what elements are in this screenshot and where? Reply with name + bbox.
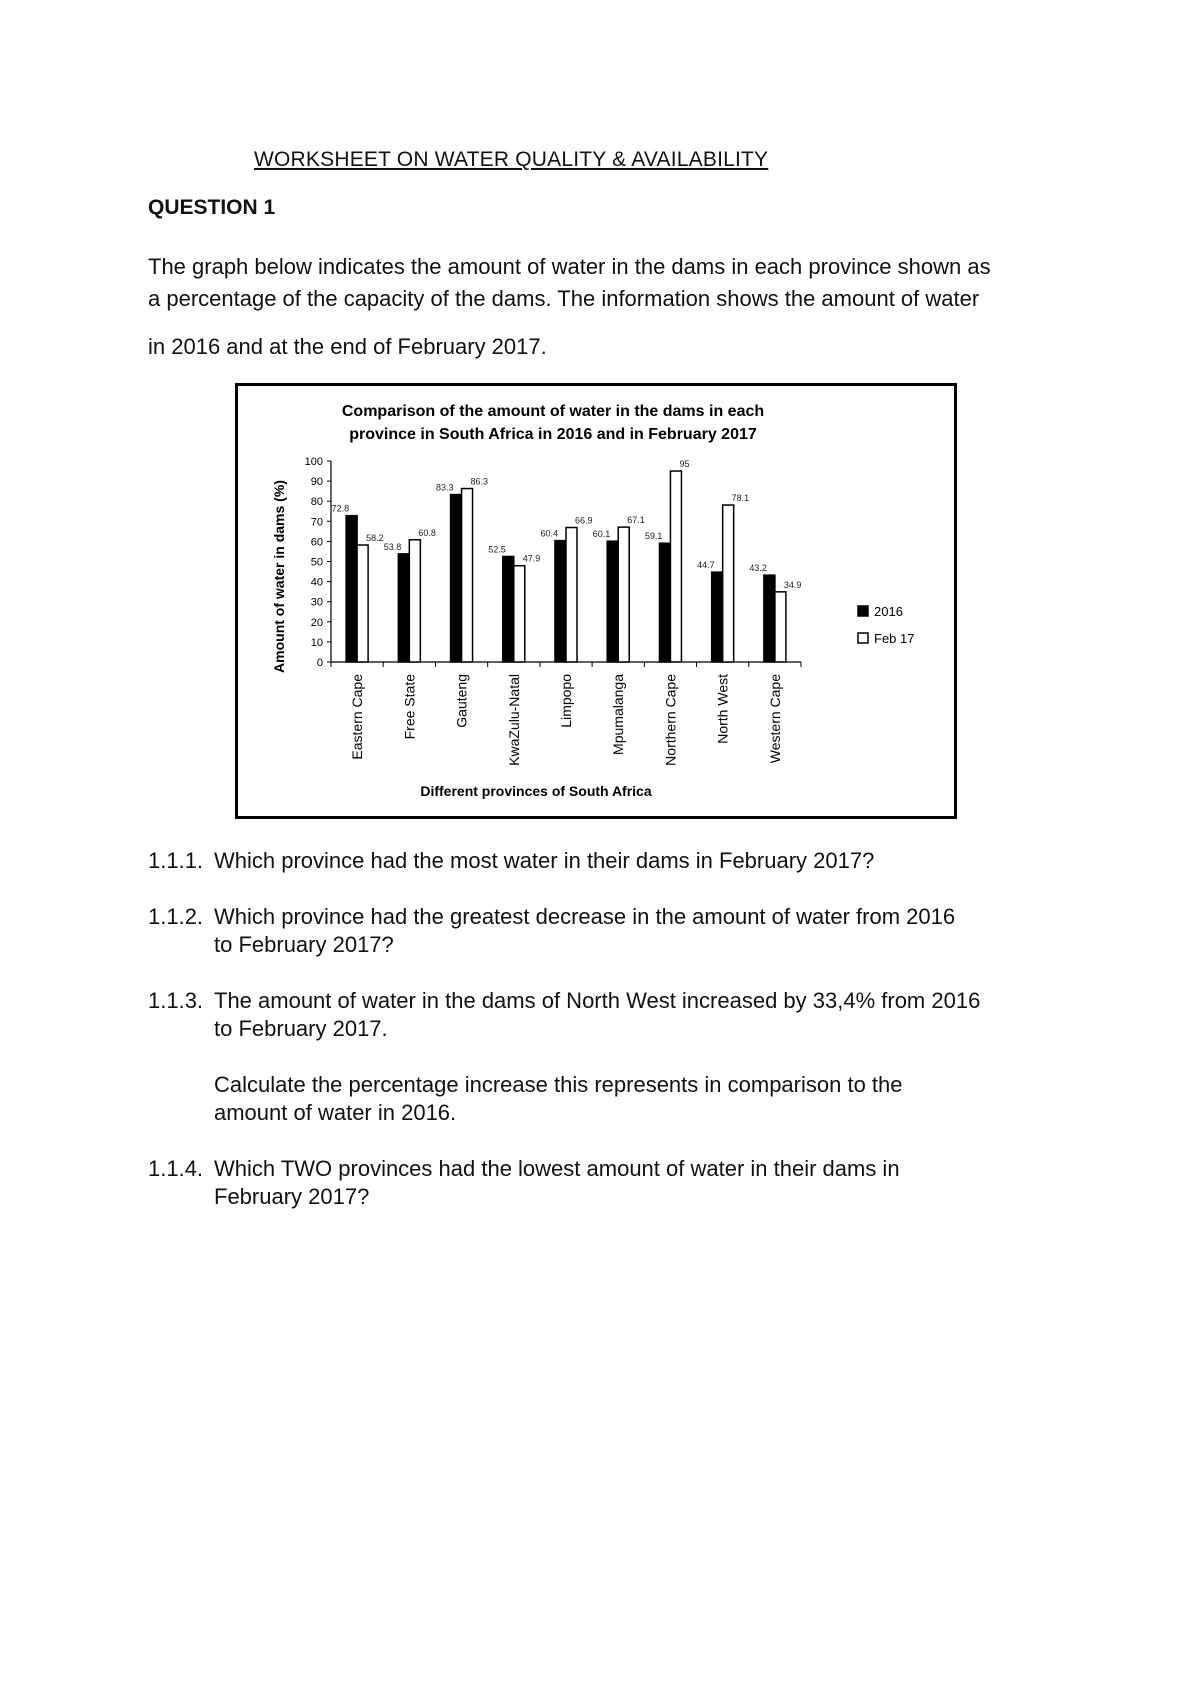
x-tick-label: Eastern Cape (349, 674, 366, 760)
y-axis-label: Amount of water in dams (%) (271, 480, 287, 673)
data-label: 66.9 (575, 515, 593, 526)
question-text-continued: February 2017? (214, 1184, 370, 1209)
data-label: 60.1 (592, 529, 611, 540)
bar-2016 (555, 541, 566, 662)
bar-feb-17 (357, 545, 368, 662)
data-label: 58.2 (366, 533, 384, 544)
question-instruction: Calculate the percentage increase this represents in comparison to the (214, 1072, 903, 1097)
data-label: 53.8 (383, 541, 402, 552)
y-tick-label: 70 (310, 516, 323, 529)
data-label: 43.2 (749, 563, 767, 574)
intro-line-1: The graph below indicates the amount of water in the dams in each province shown as (148, 254, 991, 279)
x-tick-label: Gauteng (453, 674, 470, 728)
y-tick-label: 60 (310, 536, 323, 549)
data-label: 72.8 (331, 503, 350, 514)
data-label: 52.5 (488, 544, 506, 555)
intro-line-2: a percentage of the capacity of the dams. The information shows the amount of water (148, 286, 980, 311)
legend-swatch (858, 633, 868, 643)
y-tick-label: 0 (316, 657, 323, 669)
question-1-1-1 (148, 848, 874, 874)
x-tick-label: KwaZulu-Natal (505, 674, 522, 766)
y-tick-label: 30 (310, 596, 323, 609)
question-1-1-2 (148, 904, 956, 957)
y-tick-label: 10 (310, 636, 323, 649)
bar-2016 (503, 556, 514, 662)
y-tick-label: 100 (304, 456, 323, 468)
data-label: 78.1 (731, 493, 750, 504)
question-1-1-3 (148, 988, 981, 1125)
question-number: 1.1.4. (148, 1156, 204, 1181)
data-label: 95 (679, 459, 690, 470)
question-1-1-4 (148, 1156, 900, 1209)
legend-label: 2016 (874, 604, 903, 619)
data-label: 60.8 (418, 527, 436, 538)
question-instruction-continued: amount of water in 2016. (214, 1100, 457, 1125)
bar-2016 (451, 495, 462, 662)
question-text: Which province had the greatest decrease in the amount of water from 2016 (214, 904, 956, 929)
legend-swatch (858, 606, 868, 616)
question-number: 1.1.1. (148, 848, 204, 873)
bar-feb-17 (566, 528, 577, 662)
data-label: 86.3 (470, 476, 489, 487)
x-tick-label: Western Cape (766, 674, 783, 764)
x-tick-label: North West (714, 674, 731, 744)
x-axis-label: Different provinces of South Africa (420, 783, 652, 799)
data-label: 67.1 (627, 515, 645, 526)
data-label: 60.4 (540, 528, 558, 539)
bar-2016 (712, 572, 723, 662)
bar-feb-17 (670, 471, 681, 662)
data-label: 83.3 (436, 482, 454, 493)
legend-label: Feb 17 (874, 631, 915, 646)
question-heading: QUESTION 1 (148, 196, 276, 219)
worksheet-title: WORKSHEET ON WATER QUALITY & AVAILABILITY (254, 148, 769, 171)
bar-feb-17 (618, 527, 629, 662)
y-tick-label: 50 (310, 556, 323, 569)
chart-figure (235, 383, 957, 819)
question-text-continued: to February 2017? (214, 932, 394, 957)
x-tick-label: Limpopo (558, 674, 574, 728)
question-text: The amount of water in the dams of North West increased by 33,4% from 2016 (214, 988, 981, 1013)
bar-2016 (346, 516, 357, 662)
intro-line-3: in 2016 and at the end of February 2017. (148, 334, 547, 359)
data-label: 44.7 (697, 560, 715, 571)
bar-feb-17 (462, 489, 473, 662)
bar-2016 (659, 543, 670, 662)
bar-feb-17 (723, 505, 734, 662)
data-label: 47.9 (522, 553, 541, 564)
x-tick-label: Northern Cape (662, 674, 679, 766)
bar-feb-17 (409, 540, 420, 662)
bar-chart (238, 386, 954, 816)
question-text: Which province had the most water in their dams in February 2017? (214, 848, 875, 873)
bar-feb-17 (775, 592, 786, 662)
data-label: 59.1 (644, 531, 663, 542)
data-label: 34.9 (783, 579, 802, 590)
question-text: Which TWO provinces had the lowest amount of water in their dams in (214, 1156, 900, 1181)
y-tick-label: 40 (310, 576, 323, 589)
bar-2016 (764, 575, 775, 662)
chart-title: province in South Africa in 2016 and in February 2017 (349, 426, 757, 443)
question-text-continued: to February 2017. (214, 1016, 388, 1041)
question-number: 1.1.3. (148, 988, 204, 1013)
y-tick-label: 90 (310, 476, 323, 489)
question-number: 1.1.2. (148, 904, 204, 929)
x-tick-label: Free State (401, 674, 418, 740)
bar-2016 (607, 541, 618, 662)
bar-feb-17 (514, 566, 525, 662)
x-tick-label: Mpumalanga (610, 674, 627, 755)
y-tick-label: 20 (310, 616, 323, 629)
chart-title: Comparison of the amount of water in the dams in each (341, 403, 765, 420)
bar-2016 (398, 554, 409, 662)
y-tick-label: 80 (310, 496, 323, 509)
